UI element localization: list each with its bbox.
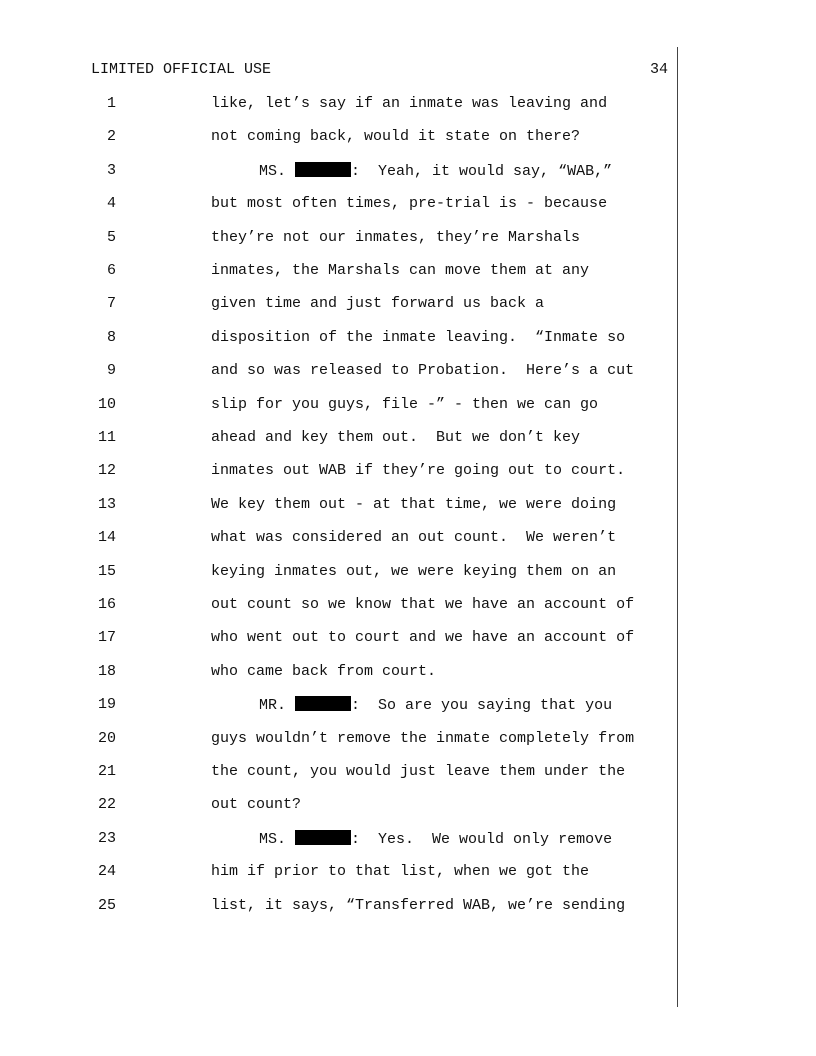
line-number: 5 — [106, 228, 116, 246]
line-number: 19 — [97, 696, 116, 714]
transcript-line — [0, 696, 816, 716]
line-number: 10 — [97, 395, 116, 413]
transcript-line — [0, 162, 816, 182]
transcript-line — [0, 897, 816, 917]
line-number: 20 — [97, 729, 116, 747]
line-number: 12 — [97, 462, 116, 480]
transcript-line — [0, 796, 816, 816]
speaker-statement: : Yeah, it would say, “WAB,” — [351, 162, 613, 180]
line-text: guys wouldn’t remove the inmate completely from — [211, 729, 635, 747]
line-number: 9 — [106, 362, 116, 380]
transcript-line — [0, 429, 816, 449]
line-text: who went out to court and we have an account of — [211, 629, 635, 647]
transcript-line — [0, 128, 816, 148]
transcript-line — [0, 596, 816, 616]
transcript-line — [0, 563, 816, 583]
transcript-line — [0, 863, 816, 883]
line-number: 11 — [97, 429, 116, 446]
line-text: they’re not our inmates, they’re Marshals — [211, 228, 581, 246]
line-text: but most often times, pre-trial is - because — [211, 195, 608, 213]
transcript-line — [0, 763, 816, 783]
line-number: 16 — [97, 596, 116, 613]
redaction-box — [295, 696, 351, 711]
transcript-line — [0, 730, 816, 750]
line-number: 18 — [97, 662, 116, 680]
line-number: 3 — [106, 161, 116, 179]
line-number: 17 — [97, 629, 116, 647]
line-text: disposition of the inmate leaving. “Inmate so — [211, 328, 626, 346]
line-text: list, it says, “Transferred WAB, we’re sending — [211, 896, 626, 914]
transcript-line — [0, 629, 816, 649]
line-text: ahead and key them out. But we don’t key — [211, 429, 581, 446]
line-text: inmates out WAB if they’re going out to court. — [211, 462, 626, 480]
line-number: 8 — [106, 328, 116, 346]
line-text: We key them out - at that time, we were doing — [211, 495, 617, 513]
line-text: what was considered an out count. We weren’t — [211, 529, 617, 547]
line-number: 2 — [106, 128, 116, 146]
transcript-line — [0, 496, 816, 516]
line-number: 21 — [97, 763, 116, 780]
transcript-line — [0, 462, 816, 482]
transcript-line — [0, 396, 816, 416]
speaker-label: MR. — [259, 697, 287, 715]
line-number: 13 — [97, 495, 116, 513]
speaker-statement: : Yes. We would only remove — [351, 830, 613, 848]
transcript-line — [0, 362, 816, 382]
line-number: 15 — [97, 562, 116, 580]
transcript-line — [0, 95, 816, 115]
line-text: and so was released to Probation. Here’s a cut — [211, 362, 635, 380]
line-text: out count? — [211, 796, 302, 814]
line-number: 6 — [106, 262, 116, 279]
transcript-line — [0, 663, 816, 683]
transcript-line — [0, 329, 816, 349]
speaker-label: MS. — [259, 162, 287, 180]
line-number: 14 — [97, 529, 116, 547]
line-text: slip for you guys, file -” - then we can go — [211, 395, 599, 413]
classification-header: LIMITED OFFICIAL USE — [91, 61, 272, 78]
redaction-box — [295, 830, 351, 845]
transcript-line — [0, 195, 816, 215]
line-text: who came back from court. — [211, 662, 437, 680]
line-number: 4 — [106, 195, 116, 213]
line-number: 25 — [97, 896, 116, 914]
line-text: not coming back, would it state on there? — [211, 128, 581, 146]
transcript-line — [0, 529, 816, 549]
line-text — [259, 830, 612, 849]
redaction-box — [295, 162, 351, 177]
line-number: 1 — [106, 95, 116, 112]
line-number: 22 — [97, 796, 116, 814]
transcript-line — [0, 295, 816, 315]
line-text: out count so we know that we have an account of — [211, 596, 635, 613]
speaker-label: MS. — [259, 830, 287, 848]
line-text — [259, 696, 612, 715]
line-text: given time and just forward us back a — [211, 295, 545, 313]
line-number: 24 — [97, 863, 116, 881]
line-text: like, let’s say if an inmate was leaving and — [211, 95, 608, 112]
line-number: 23 — [97, 829, 116, 847]
line-number: 7 — [106, 295, 116, 313]
page-number: 34 — [649, 61, 668, 78]
line-text: keying inmates out, we were keying them on an — [211, 562, 617, 580]
speaker-statement: : So are you saying that you — [351, 697, 613, 715]
transcript-line — [0, 830, 816, 850]
line-text — [259, 162, 612, 181]
transcript-line — [0, 229, 816, 249]
line-text: him if prior to that list, when we got the — [211, 863, 590, 881]
transcript-line — [0, 262, 816, 282]
line-text: the count, you would just leave them under the — [211, 763, 626, 780]
line-text: inmates, the Marshals can move them at any — [211, 262, 590, 279]
